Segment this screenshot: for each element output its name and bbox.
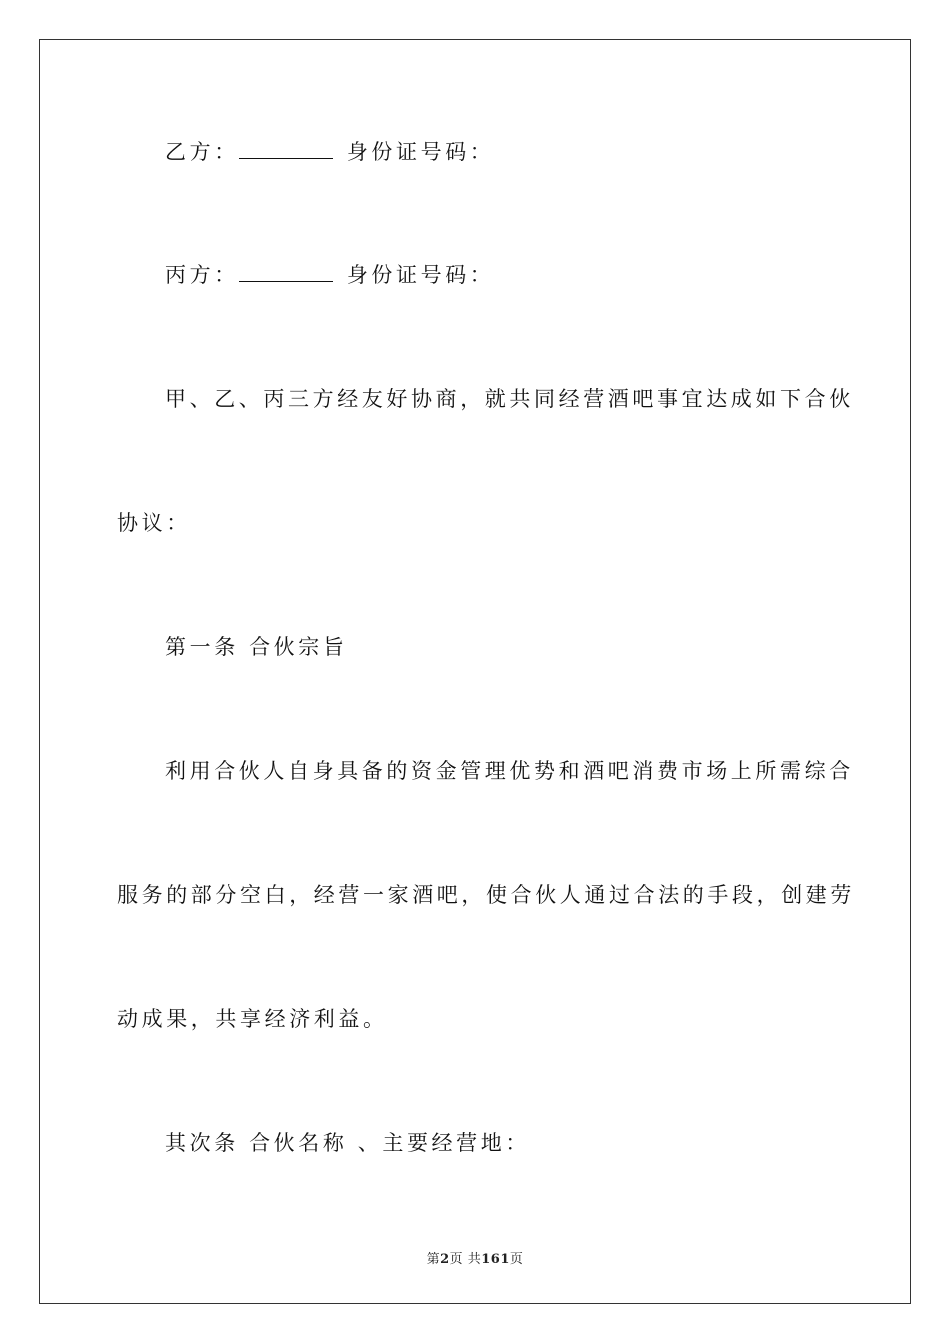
party-c-label: 丙方： [165,263,239,287]
article1-title: 第一条 合伙宗旨 [165,635,348,659]
party-b-id-label: 身份证号码： [346,140,495,164]
party-b-label: 乙方： [165,140,239,164]
article1-para-line-2: 服务的部分空白，经营一家酒吧，使合伙人通过合法的手段，创建劳 [117,883,855,907]
article1-para-line-1: 利用合伙人自身具备的资金管理优势和酒吧消费市场上所需综合 [165,759,854,783]
article2-title: 其次条 合伙名称 、主要经营地： [165,1131,530,1155]
intro-line-1: 甲、乙、丙三方经友好协商，就共同经营酒吧事宜达成如下合伙 [165,387,854,411]
party-c-line [165,262,494,288]
party-c-id-label: 身份证号码： [346,263,495,287]
footer-suffix: 页 [509,1252,524,1267]
party-c-name-blank [239,263,333,282]
intro-line-2: 协议： [117,511,191,535]
page-border [39,39,911,1304]
footer-total-pages: 161 [481,1252,510,1267]
party-b-name-blank [239,140,333,159]
footer-mid: 页 共 [449,1252,482,1267]
footer-prefix: 第 [426,1252,441,1267]
party-b-line [165,139,494,165]
footer-page-number: 2 [440,1252,450,1267]
page-footer [0,1248,950,1267]
article1-para-line-3: 动成果，共享经济利益。 [117,1007,388,1031]
